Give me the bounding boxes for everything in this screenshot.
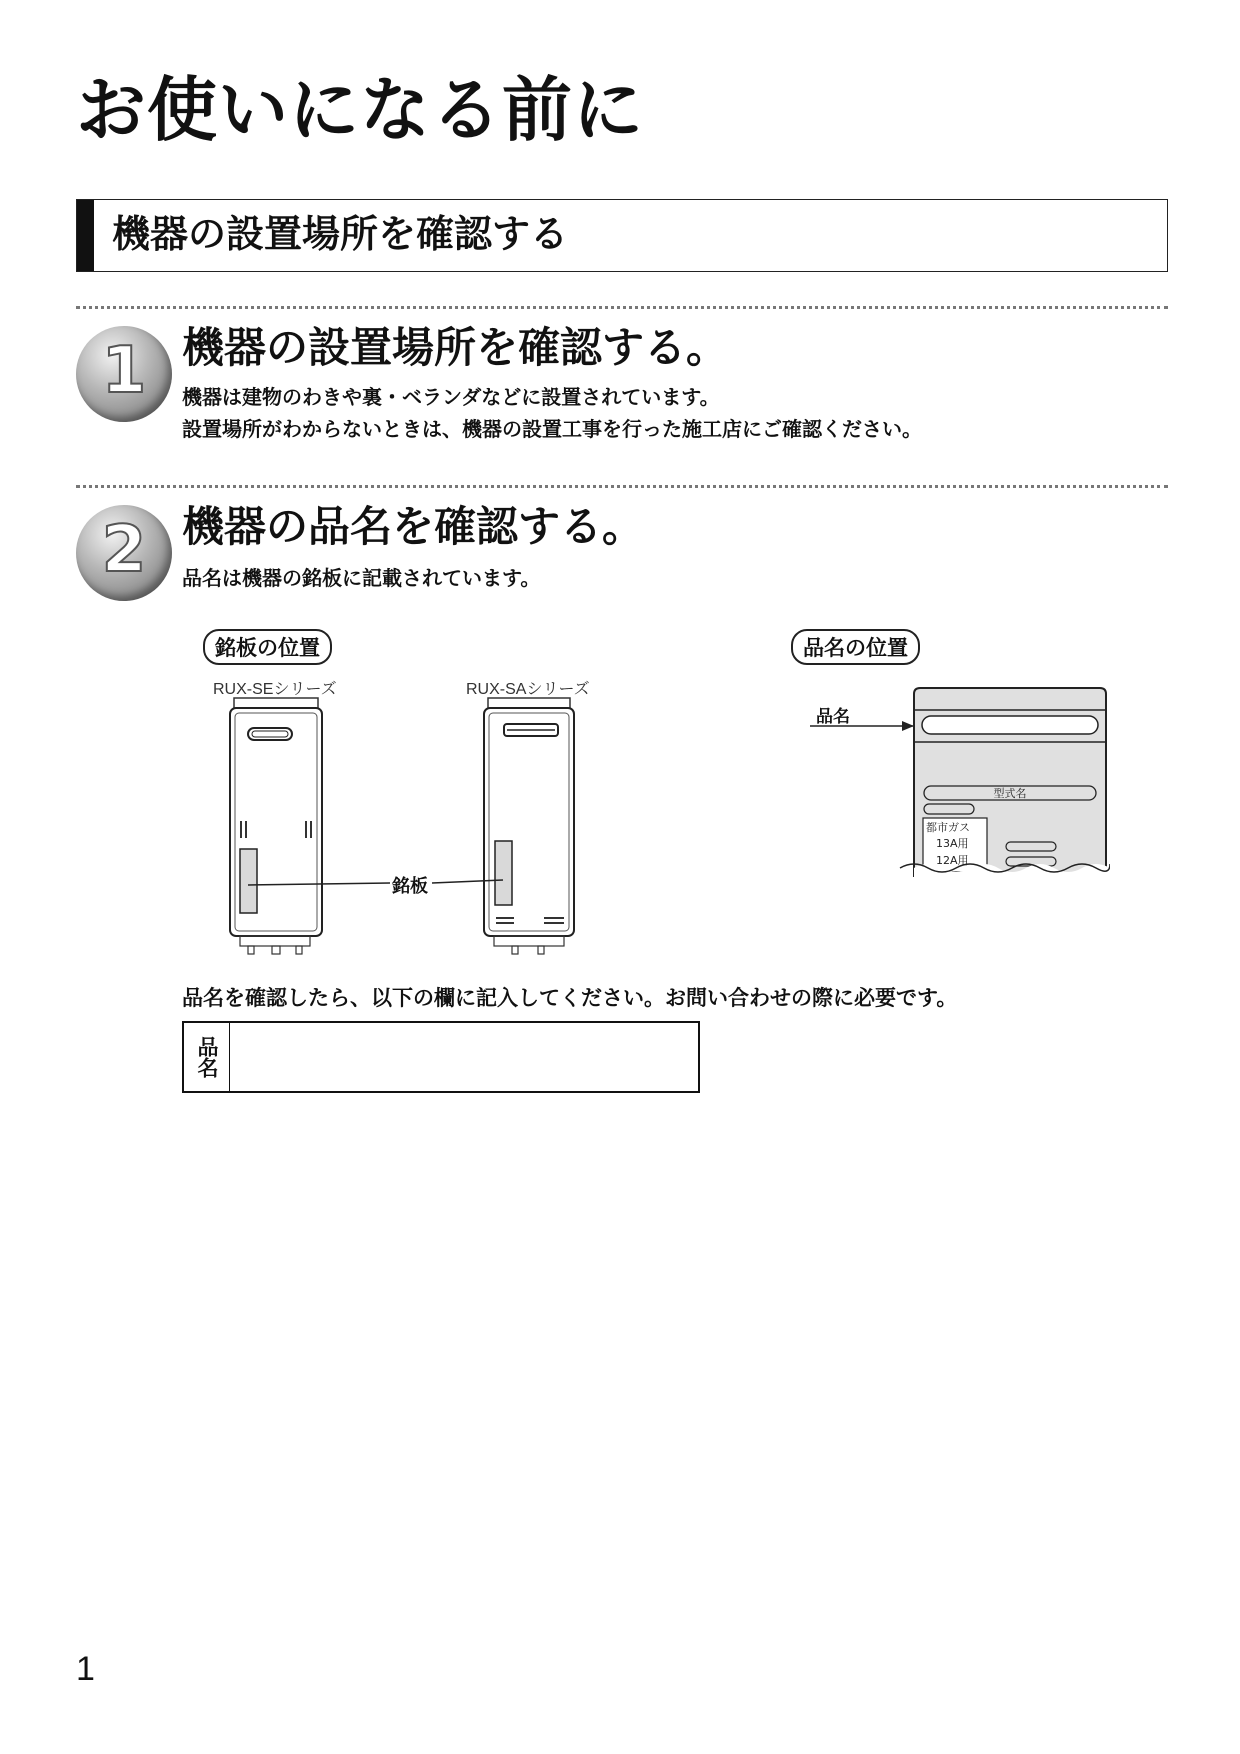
entry-instruction: 品名を確認したら、以下の欄に記入してください。お問い合わせの際に必要です。: [182, 986, 958, 1010]
water-heater-sa-drawing: [484, 698, 574, 954]
step-1-title: 機器の設置場所を確認する。: [182, 323, 729, 372]
page-number: 1: [76, 1650, 95, 1688]
page-title: お使いになる前に: [76, 69, 644, 151]
step-1-number-badge: [76, 326, 172, 422]
step-2-title: 機器の品名を確認する。: [182, 502, 645, 551]
water-heater-se-drawing: [230, 698, 322, 954]
step-2-number: 2: [101, 513, 147, 587]
product-name-position-label: 品名の位置: [791, 629, 920, 665]
nameplate-callout: 銘板: [392, 876, 428, 897]
gas-13a-label: 13A用: [936, 837, 969, 850]
step-1-text-line-2: 設置場所がわからないときは、機器の設置工事を行った施工店にご確認ください。: [182, 417, 922, 441]
nameplate-sa: [495, 841, 512, 905]
nameplate-position-label: 銘板の位置: [203, 629, 332, 665]
series-sa-label: RUX-SAシリーズ: [466, 681, 590, 698]
step-2-text-line-1: 品名は機器の銘板に記載されています。: [182, 566, 541, 590]
divider-dotted-1: [76, 306, 1168, 309]
water-heater-illustrations: [200, 696, 620, 958]
step-1-number: 1: [101, 334, 147, 408]
section-header: [76, 199, 1168, 272]
nameplate-se: [240, 849, 257, 913]
model-label: 型式名: [993, 787, 1027, 800]
step-1-text-line-1: 機器は建物のわきや裏・ベランダなどに設置されています。: [182, 385, 720, 409]
section-heading: 機器の設置場所を確認する: [112, 212, 569, 256]
series-se-label: RUX-SEシリーズ: [213, 681, 337, 698]
gas-type-label: 都市ガス: [926, 821, 970, 834]
product-name-field: [922, 716, 1098, 734]
gas-12a-label: 12A用: [936, 854, 969, 867]
divider-dotted-2: [76, 485, 1168, 488]
section-header-bar: [77, 200, 94, 271]
product-name-entry-label: 品名: [184, 1023, 230, 1091]
nameplate-closeup: [810, 686, 1110, 882]
product-name-entry-box: [182, 1021, 700, 1093]
product-name-callout: 品名: [816, 707, 850, 727]
product-name-input[interactable]: [232, 1025, 696, 1089]
step-2-number-badge: [76, 505, 172, 601]
